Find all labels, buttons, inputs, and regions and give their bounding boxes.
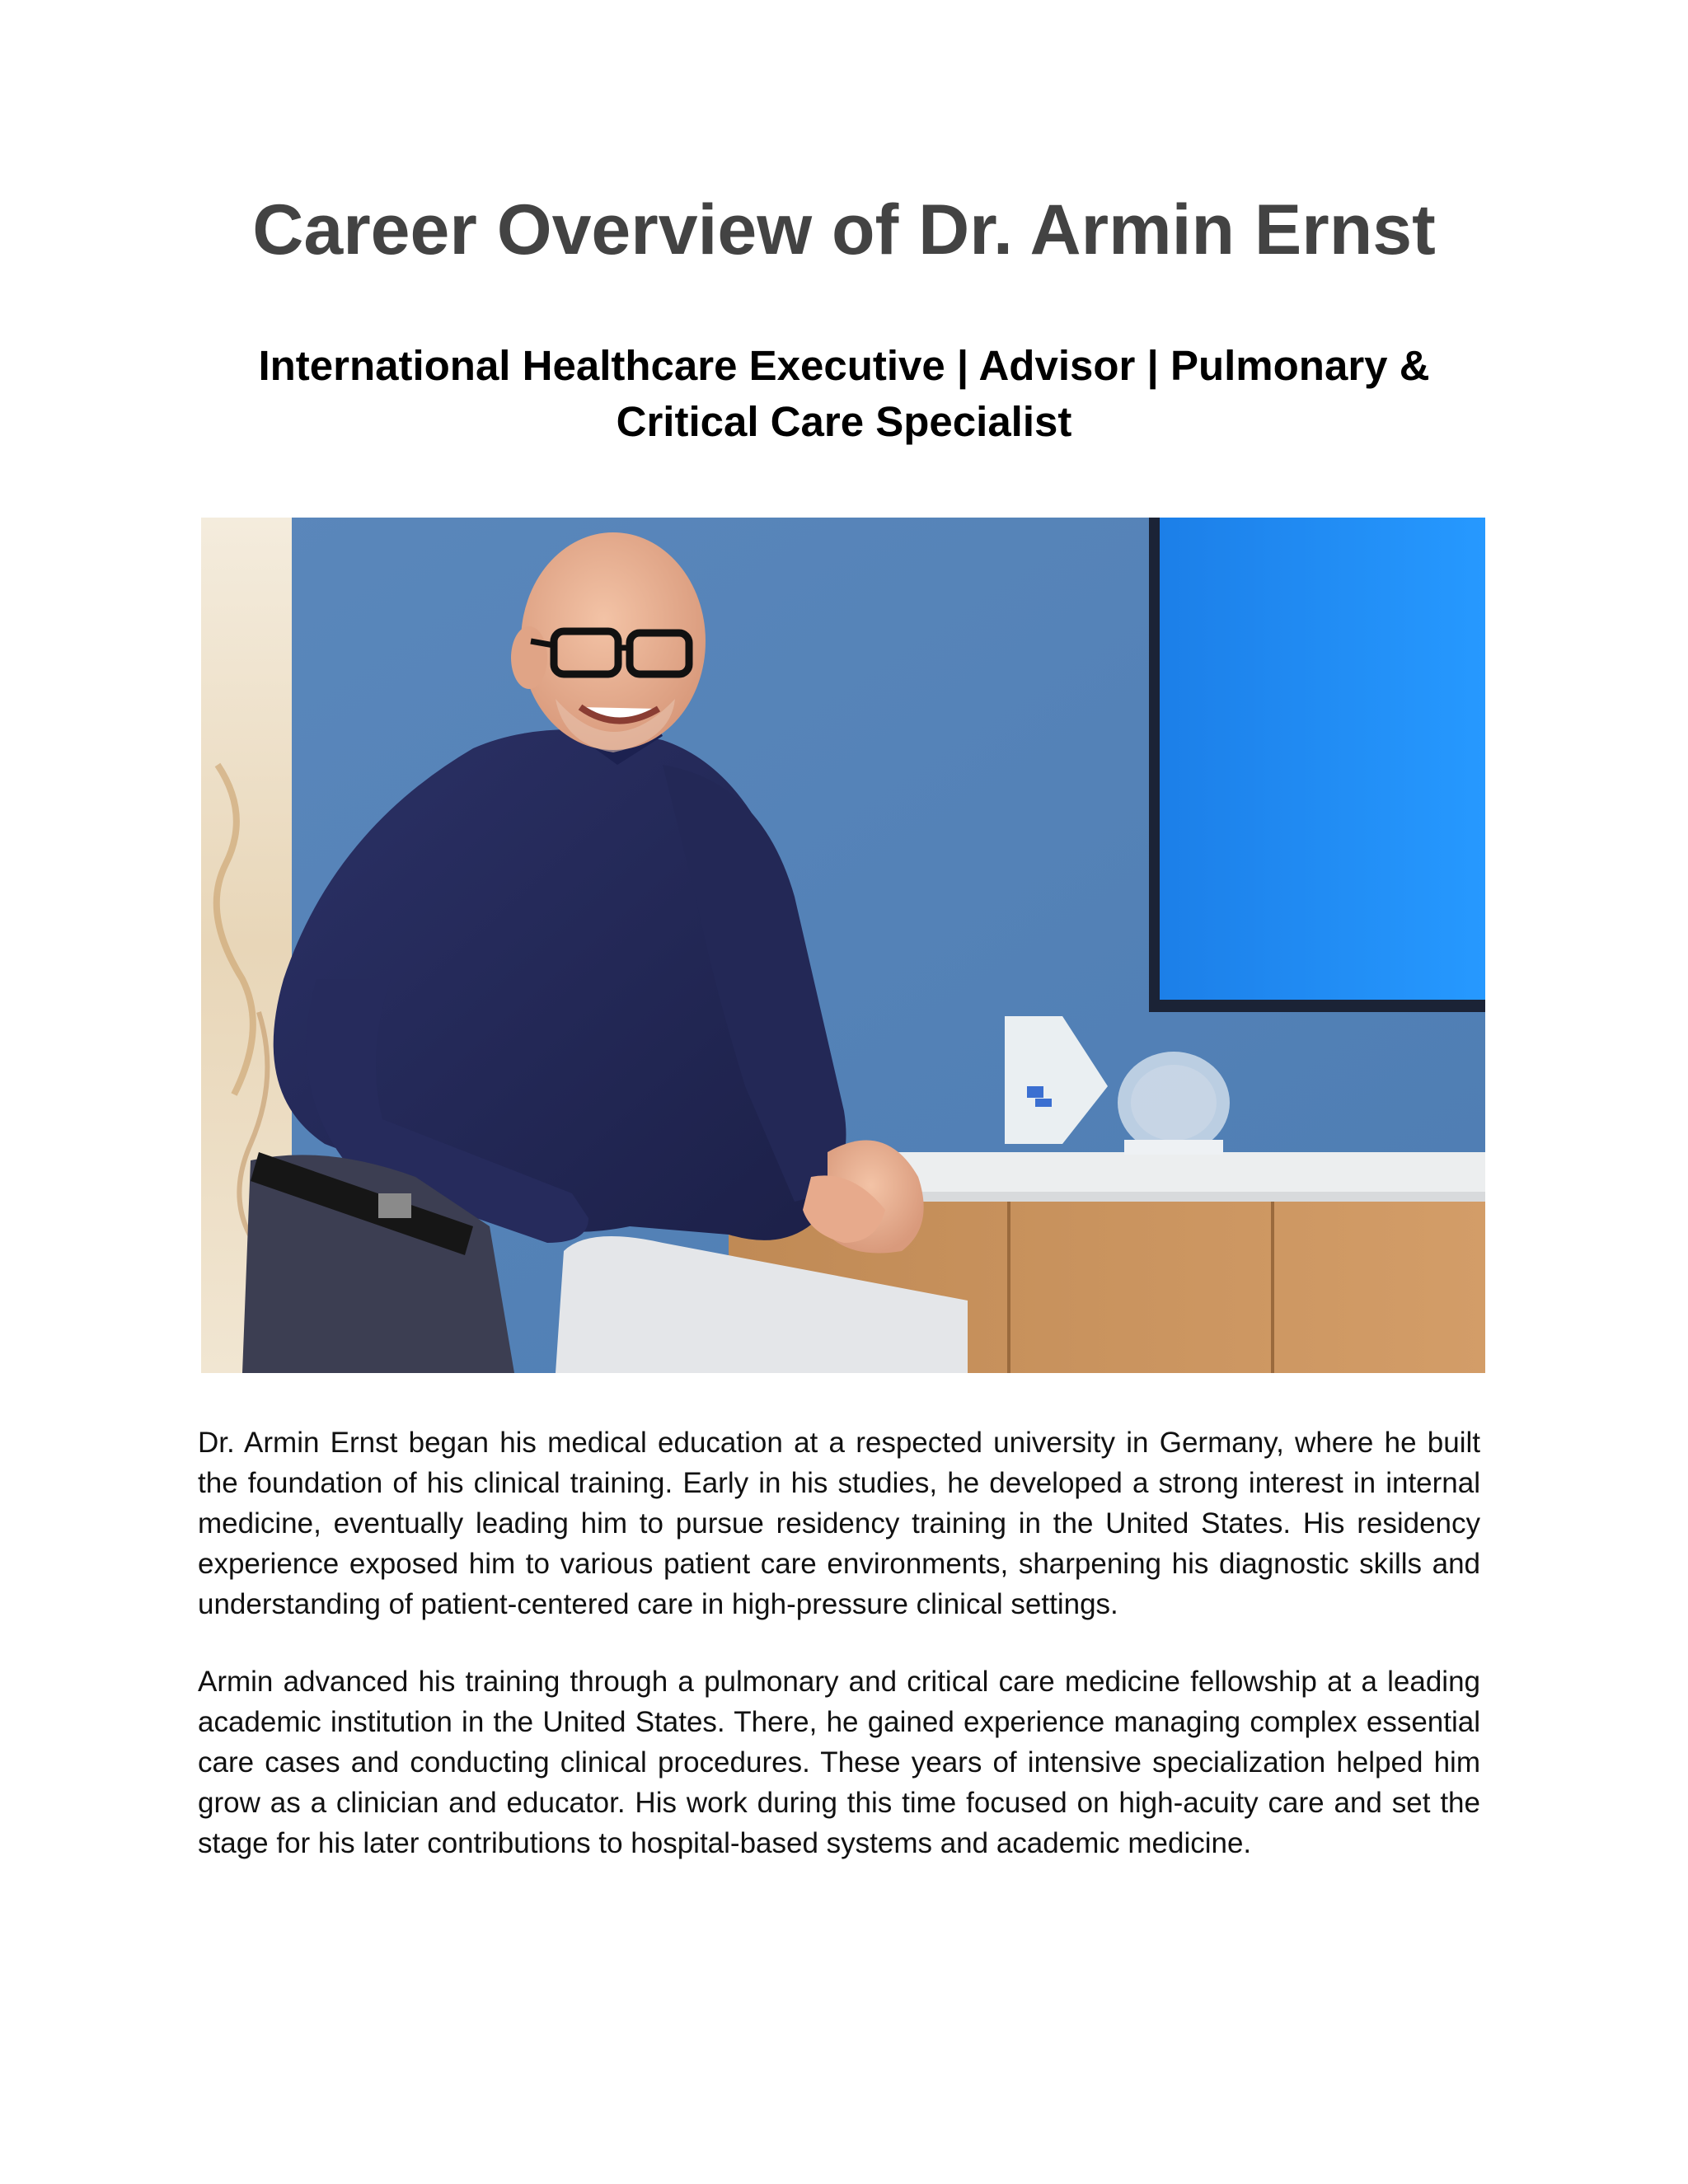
page-subtitle: International Healthcare Executive | Advisor | Pulmonary & Critical Care Specialist (258, 342, 1430, 445)
page-title: Career Overview of Dr. Armin Ernst (252, 190, 1436, 269)
body-paragraph-2: Armin advanced his training through a pulmonary and critical care medicine fellowship at a leading academic institution in the United States. There, he gained experience managing complex essential care cases and conducting clinical procedures. These years of intensive specialization helped him grow as a clinician and educator. His work during this time focused on high-acuity care and set the stage for his later contributions to hospital-based systems and academic medicine. (198, 1666, 1480, 1859)
portrait-photo (201, 518, 1485, 1373)
body-paragraph-1: Dr. Armin Ernst began his medical education at a respected university in Germany, where he built the foundation of his clinical training. Early in his studies, he developed a strong interest in internal medicine, eventually leading him to pursue residency training in the United States. His residency experience exposed him to various patient care environments, sharpening his diagnostic skills and understanding of patient-centered care in high-pressure clinical settings. (198, 1427, 1480, 1620)
